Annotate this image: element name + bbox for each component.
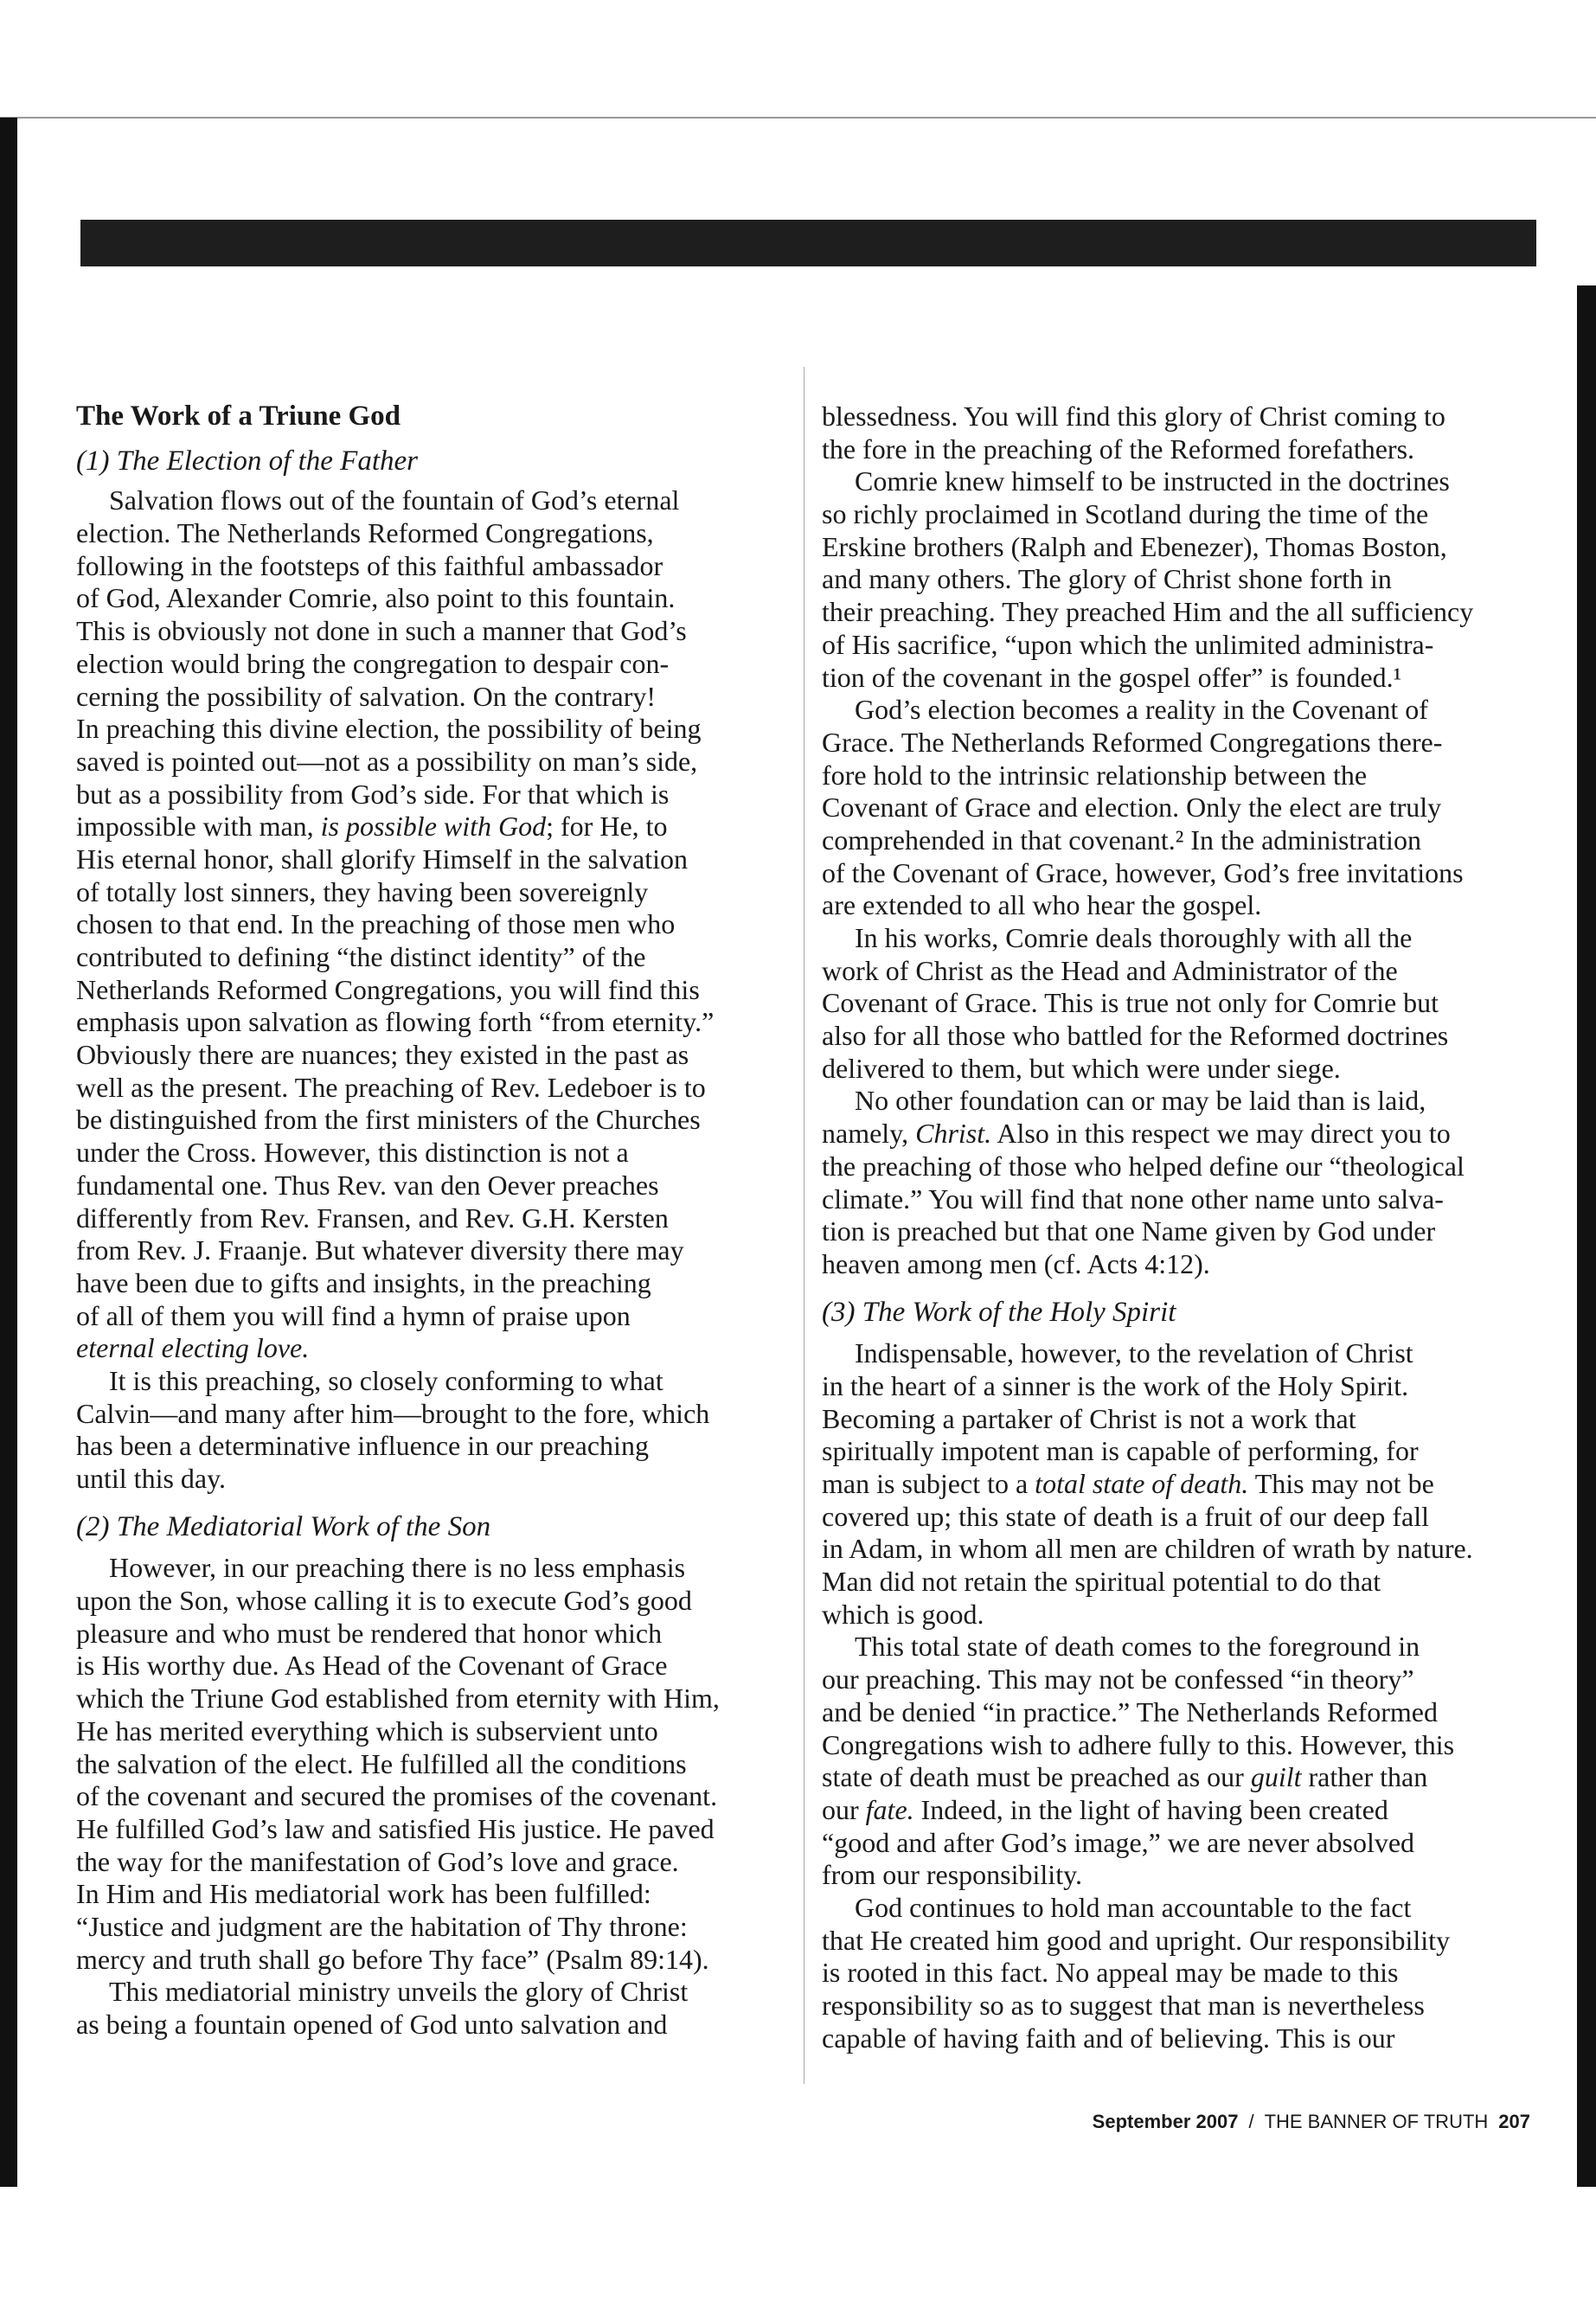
paragraph	[822, 694, 1540, 922]
text-line: responsibility so as to suggest that man is nevertheless	[822, 1990, 1425, 2021]
text-line: It is this preaching, so closely conforming to what	[109, 1364, 663, 1396]
text-line	[76, 1332, 794, 1365]
text-line: Obviously there are nuances; they existed in the past as	[76, 1039, 689, 1071]
publication-name: THE BANNER OF TRUTH	[1264, 2111, 1489, 2132]
scan-edge-line	[0, 117, 1596, 119]
italic-emphasis: fate.	[865, 1793, 914, 1825]
paragraph	[822, 1631, 1540, 1892]
text-line: comprehended in that covenant.² In the administration	[822, 824, 1421, 856]
text-line: as being a fountain opened of God unto salvation and	[76, 2009, 668, 2040]
text-line: in the heart of a sinner is the work of the Holy Spirit.	[822, 1369, 1409, 1401]
text-line: election. The Netherlands Reformed Congregations,	[76, 517, 654, 549]
text-line: from Rev. J. Fraanje. But whatever diversity there may	[76, 1234, 684, 1266]
italic-emphasis: Christ.	[915, 1118, 992, 1150]
text-line: pleasure and who must be rendered that honor which	[76, 1617, 663, 1649]
text-segment: Indeed, in the light of having been created	[913, 1793, 1388, 1825]
text-line: Covenant of Grace and election. Only the elect are truly	[822, 792, 1442, 824]
text-line: and many others. The glory of Christ shone forth in	[822, 563, 1392, 595]
header-banner-bar	[80, 220, 1536, 266]
text-line: so richly proclaimed in Scotland during the time of the	[822, 498, 1429, 530]
text-line: tion is preached but that one Name given by God under	[822, 1215, 1436, 1247]
text-line: Covenant of Grace. This is true not only for Comrie but	[822, 987, 1439, 1019]
text-line: fore hold to the intrinsic relationship between the	[822, 759, 1368, 791]
text-line: has been a determinative influence in our preaching	[76, 1430, 649, 1462]
text-line: In preaching this divine election, the possibility of being	[76, 713, 702, 745]
text-line: blessedness. You will find this glory of Christ coming to	[822, 401, 1445, 432]
text-line: In Him and His mediatorial work has been fulfilled:	[76, 1878, 651, 1910]
issue-date: September 2007	[1092, 2111, 1239, 2132]
paragraph	[822, 465, 1540, 694]
text-line: “Justice and judgment are the habitation of Thy throne:	[76, 1910, 688, 1942]
subsection-heading: (1) The Election of the Father	[76, 445, 418, 477]
text-line: In his works, Comrie deals thoroughly with all the	[855, 922, 1413, 953]
page-number: 207	[1498, 2111, 1530, 2132]
text-line: of the covenant and secured the promises of the covenant.	[76, 1780, 718, 1812]
section-heading: The Work of a Triune God	[76, 401, 401, 432]
text-line	[822, 1761, 1540, 1794]
paragraph	[76, 1365, 794, 1496]
text-line: which the Triune God established from eternity with Him,	[76, 1682, 720, 1715]
subsection-heading: (3) The Work of the Holy Spirit	[822, 1296, 1176, 1328]
text-line	[822, 1468, 1540, 1501]
text-segment: state of death must be preached as our	[822, 1761, 1251, 1793]
text-segment: our	[822, 1793, 866, 1825]
text-line: Becoming a partaker of Christ is not a work that	[822, 1402, 1356, 1434]
text-line: upon the Son, whose calling it is to execute God’s good	[76, 1585, 692, 1617]
text-line: of God, Alexander Comrie, also point to this fountain.	[76, 582, 676, 614]
text-line: Congregations wish to adhere fully to this. However, this	[822, 1728, 1455, 1760]
paragraph	[76, 1976, 794, 2041]
italic-emphasis: guilt	[1250, 1761, 1302, 1793]
text-line: work of Christ as the Head and Administrator of the	[822, 954, 1398, 986]
text-line: the fore in the preaching of the Reformed forefathers.	[822, 433, 1415, 465]
paragraph	[822, 1085, 1540, 1280]
text-line: However, in our preaching there is no less emphasis	[109, 1552, 686, 1584]
text-line: is rooted in this fact. No appeal may be made to this	[822, 1957, 1399, 1989]
text-segment: man is subject to a	[822, 1468, 1035, 1499]
text-line: well as the present. The preaching of Rev. Ledeboer is to	[76, 1071, 706, 1103]
text-line: He has merited everything which is subservient unto	[76, 1715, 658, 1747]
text-line	[76, 811, 794, 843]
text-line: Man did not retain the spiritual potential to do that	[822, 1566, 1381, 1598]
text-line: delivered to them, but which were under siege.	[822, 1052, 1341, 1084]
text-line: have been due to gifts and insights, in the preaching	[76, 1266, 651, 1298]
page-footer	[1093, 2111, 1530, 2133]
text-line: climate.” You will find that none other name unto salva-	[822, 1183, 1444, 1215]
text-line: under the Cross. However, this distinction is not a	[76, 1137, 629, 1169]
text-segment: ; for He, to	[546, 811, 668, 843]
text-line: of the Covenant of Grace, however, God’s free invitations	[822, 856, 1464, 888]
text-line: “good and after God’s image,” we are never absolved	[822, 1826, 1415, 1858]
text-line: of totally lost sinners, they having been sovereignly	[76, 875, 649, 907]
paragraph	[76, 1552, 794, 1976]
text-segment: namely,	[822, 1118, 916, 1150]
text-line: which is good.	[822, 1598, 984, 1630]
text-line: and be denied “in practice.” The Netherlands Reformed	[822, 1695, 1438, 1727]
text-line: Indispensable, however, to the revelation of Christ	[855, 1337, 1413, 1369]
text-line: capable of having faith and of believing. This is our	[822, 2022, 1395, 2054]
left-column	[76, 401, 794, 2041]
paragraph	[76, 484, 794, 1365]
text-line: Grace. The Netherlands Reformed Congregations there-	[822, 726, 1443, 758]
text-line: He fulfilled God’s law and satisfied His justice. He paved	[76, 1812, 715, 1844]
text-line: in Adam, in whom all men are children of wrath by nature.	[822, 1533, 1473, 1565]
footer-separator: /	[1248, 2111, 1254, 2132]
text-line: No other foundation can or may be laid than is laid,	[855, 1085, 1426, 1117]
text-line	[822, 1794, 1540, 1827]
text-line: Netherlands Reformed Congregations, you will find this	[76, 973, 700, 1005]
text-line: God’s election becomes a reality in the Covenant of	[855, 694, 1428, 726]
text-line: differently from Rev. Fransen, and Rev. G.H. Kersten	[76, 1202, 669, 1234]
text-segment: This may not be	[1248, 1468, 1434, 1499]
text-line: the way for the manifestation of God’s love and grace.	[76, 1845, 679, 1877]
text-line: contributed to defining “the distinct identity” of the	[76, 941, 646, 972]
text-line: is His worthy due. As Head of the Covenant of Grace	[76, 1650, 668, 1682]
text-line: Comrie knew himself to be instructed in the doctrines	[855, 465, 1450, 497]
text-line: be distinguished from the first ministers of the Churches	[76, 1104, 701, 1136]
italic-emphasis: eternal electing love.	[76, 1332, 310, 1364]
text-line: also for all those who battled for the Reformed doctrines	[822, 1020, 1449, 1052]
text-line: are extended to all who hear the gospel.	[822, 889, 1262, 921]
text-line: the preaching of those who helped define our “theological	[822, 1150, 1465, 1182]
text-line: Calvin—and many after him—brought to the fore, which	[76, 1397, 710, 1429]
text-line: This is obviously not done in such a manner that God’s	[76, 615, 687, 647]
text-line: Erskine brothers (Ralph and Ebenezer), Thomas Boston,	[822, 530, 1447, 562]
text-line: heaven among men (cf. Acts 4:12).	[822, 1247, 1210, 1279]
text-line: our preaching. This may not be confessed “in theory”	[822, 1663, 1414, 1695]
text-line: from our responsibility.	[822, 1859, 1082, 1891]
text-line: emphasis upon salvation as flowing forth “from eternity.”	[76, 1006, 715, 1038]
text-line: God continues to hold man accountable to the fact	[855, 1891, 1412, 1923]
italic-emphasis: total state of death.	[1035, 1468, 1249, 1499]
text-line: His eternal honor, shall glorify Himself in the salvation	[76, 843, 689, 875]
text-line: Salvation flows out of the fountain of God’s eternal	[109, 484, 680, 516]
text-line: their preaching. They preached Him and the all sufficiency	[822, 596, 1474, 628]
text-line: fundamental one. Thus Rev. van den Oever preaches	[76, 1169, 659, 1201]
text-line: This total state of death comes to the foreground in	[855, 1631, 1420, 1663]
scan-right-border	[1577, 285, 1596, 2187]
scan-left-border	[0, 118, 17, 2187]
text-segment: rather than	[1301, 1761, 1428, 1793]
paragraph	[822, 401, 1540, 465]
paragraph	[822, 1892, 1540, 2054]
text-line: that He created him good and upright. Our responsibility	[822, 1924, 1451, 1956]
text-line: the salvation of the elect. He fulfilled all the conditions	[76, 1747, 687, 1779]
text-line: following in the footsteps of this faithful ambassador	[76, 549, 663, 581]
text-line: tion of the covenant in the gospel offer” is founded.¹	[822, 661, 1402, 693]
text-line: of His sacrifice, “upon which the unlimited administra-	[822, 628, 1434, 660]
text-segment: impossible with man,	[76, 811, 321, 843]
text-line: chosen to that end. In the preaching of those men who	[76, 908, 676, 940]
text-line: but as a possibility from God’s side. For that which is	[76, 778, 670, 810]
right-column	[822, 401, 1540, 2054]
text-line: election would bring the congregation to despair con-	[76, 647, 670, 679]
text-line: cerning the possibility of salvation. On the contrary!	[76, 680, 657, 712]
text-line: until this day.	[76, 1463, 227, 1494]
italic-emphasis: is possible with God	[320, 811, 547, 843]
text-line: This mediatorial ministry unveils the glory of Christ	[109, 1976, 689, 2008]
text-line: mercy and truth shall go before Thy face” (Psalm 89:14).	[76, 1943, 709, 1975]
text-segment: Also in this respect we may direct you to	[991, 1118, 1451, 1150]
text-line: spiritually impotent man is capable of performing, for	[822, 1435, 1419, 1467]
text-line: saved is pointed out—not as a possibility on man’s side,	[76, 745, 698, 777]
paragraph	[822, 1337, 1540, 1631]
subsection-heading: (2) The Mediatorial Work of the Son	[76, 1510, 491, 1542]
paragraph	[822, 922, 1540, 1085]
text-line: of all of them you will find a hymn of praise upon	[76, 1299, 631, 1331]
text-line: covered up; this state of death is a fruit of our deep fall	[822, 1500, 1429, 1532]
text-line	[822, 1118, 1540, 1150]
